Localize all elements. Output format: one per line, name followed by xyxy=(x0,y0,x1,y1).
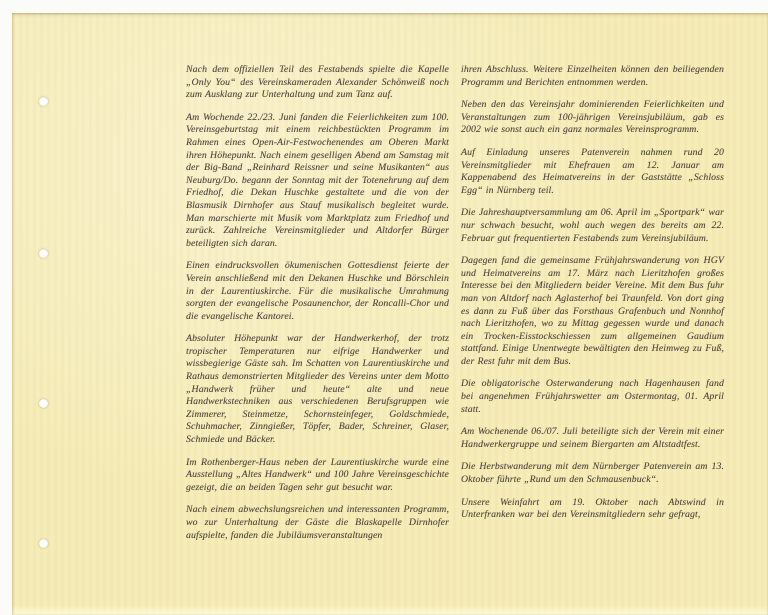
paragraph: Absoluter Höhepunkt war der Handwerkerhof, der trotz tropischer Temperaturen nur eifrige Handwerker und wissbegierige Gäste sah. Im Schatten von Laurentiuskirche und Rathaus demonstrierten Mitglieder des Vereins unter dem Motto „Handwerk früher und heute“ alte und neue Handwerkstechniken aus verschiedenen Berufsgruppen wie Zimmerer, Steinmetze, Schornsteinfeger, Goldschmiede, Schuhmacher, Zinngießer, Töpfer, Bader, Schreiner, Glaser, Schmiede und Bäcker. xyxy=(186,333,449,446)
paragraph: ihren Abschluss. Weitere Einzelheiten können den beiliegenden Programm und Berichten entnommen werden. xyxy=(461,64,724,88)
paragraph: Neben den das Vereinsjahr dominierenden Feierlichkeiten und Veranstaltungen zum 100-jährigen Vereinsjubiläum, gab es 2002 wie sonst auch ein ganz normales Vereinsprogramm. xyxy=(461,99,724,136)
paragraph: Unsere Weinfahrt am 19. Oktober nach Abtswind in Unterfranken war bei den Vereinsmitgliedern sehr gefragt, xyxy=(461,496,724,521)
paragraph: Die Jahreshauptversammlung am 06. April im „Sportpark“ war nur schwach besucht, wohl auch wegen des bereits am 22. Februar gut frequentierten Festabends zum Vereinsjubiläum. xyxy=(461,207,724,244)
paragraph: Die Herbstwanderung mit dem Nürnberger Patenverein am 13. Oktober führte „Rund um den Schmausenbuck“. xyxy=(461,461,724,486)
paragraph: Die obligatorische Osterwanderung nach Hagenhausen fand bei angenehmen Frühjahrswetter am Ostermontag, 01. April statt. xyxy=(461,378,724,415)
paragraph: Nach einem abwechslungsreichen und interessanten Programm, wo zur Unterhaltung der Gäste die Blaskapelle Dirnhofer aufspielte, fanden die Jubiläumsveranstaltungen xyxy=(186,504,449,541)
punch-hole xyxy=(39,97,48,106)
paragraph: Im Rothenberger-Haus neben der Laurentiuskirche wurde eine Ausstellung „Altes Handwerk“ und 100 Jahre Vereinsgeschichte gezeigt, die an beiden Tagen sehr gut besucht war. xyxy=(186,456,449,493)
paragraph: Am Wochende 22./23. Juni fanden die Feierlichkeiten zum 100. Vereinsgeburtstag mit einem reichbestückten Programm im Rahmen eines Open-Air-Festwochenendes am Oberen Markt ihren Höhepunkt. Nach einem geselligen Abend am Samstag mit der Big-Band „Reinhard Reissner und seine Musikanten“ aus Neuburg/Do. begann der Sonntag mit der Totenehrung auf dem Friedhof, die Dekan Huschke gestaltete und die von der Blasmusik Dirnhofer aus Stauf musikalisch begleitet wurde. Man marschierte mit Musik vom Marktplatz zum Friedhof und zurück. Zahlreiche Vereinsmitglieder und Altdorfer Bürger beteiligten sich daran. xyxy=(186,111,449,249)
paragraph: Dagegen fand die gemeinsame Frühjahrswanderung von HGV und Heimatvereins am 17. März nach Lieritzhofen großes Interesse bei den Mitgliedern beider Vereine. Mit dem Bus fuhr man von Altdorf nach Aglasterhof bei Traunfeld. Von dort ging es dann zu Fuß über das Forsthaus Grafenbuch und Nonnhof nach Lieritzhofen, wo zu Mittag gegessen wurde und danach ein Trocken-Eisstockschiessen zum allgemeinen Gaudium stattfand. Einige Unentwegte bewältigten den Heimweg zu Fuß, der Rest fuhr mit dem Bus. xyxy=(461,255,724,367)
paragraph: Einen eindrucksvollen ökumenischen Gottesdienst feierte der Verein anschließend mit den Dekanen Huschke und Börschlein in der Laurentiuskirche. Für die musikalische Umrahmung sorgten der evangelische Posaunenchor, der Roncalli-Chor und die evangelische Kantorei. xyxy=(186,260,449,322)
left-column xyxy=(186,64,449,552)
page-text xyxy=(186,64,724,552)
punch-hole xyxy=(39,249,48,258)
paragraph: Am Wochenende 06./07. Juli beteiligte sich der Verein mit einer Handwerkergruppe und seinem Biergarten am Altstadtfest. xyxy=(461,426,724,450)
right-column xyxy=(461,64,724,552)
paragraph: Auf Einladung unseres Patenverein nahmen rund 20 Vereinsmitglieder mit Ehefrauen am 12. Januar am Kappenabend des Heimatvereins in der Gaststätte „Schloss Egg“ in Nürnberg teil. xyxy=(461,146,724,196)
paragraph: Nach dem offiziellen Teil des Festabends spielte die Kapelle „Only You“ des Vereinskameraden Alexander Schönweiß noch zum Ausklang zur Unterhaltung und zum Tanz auf. xyxy=(186,64,449,101)
punch-hole xyxy=(39,539,48,548)
punch-hole xyxy=(39,399,48,408)
